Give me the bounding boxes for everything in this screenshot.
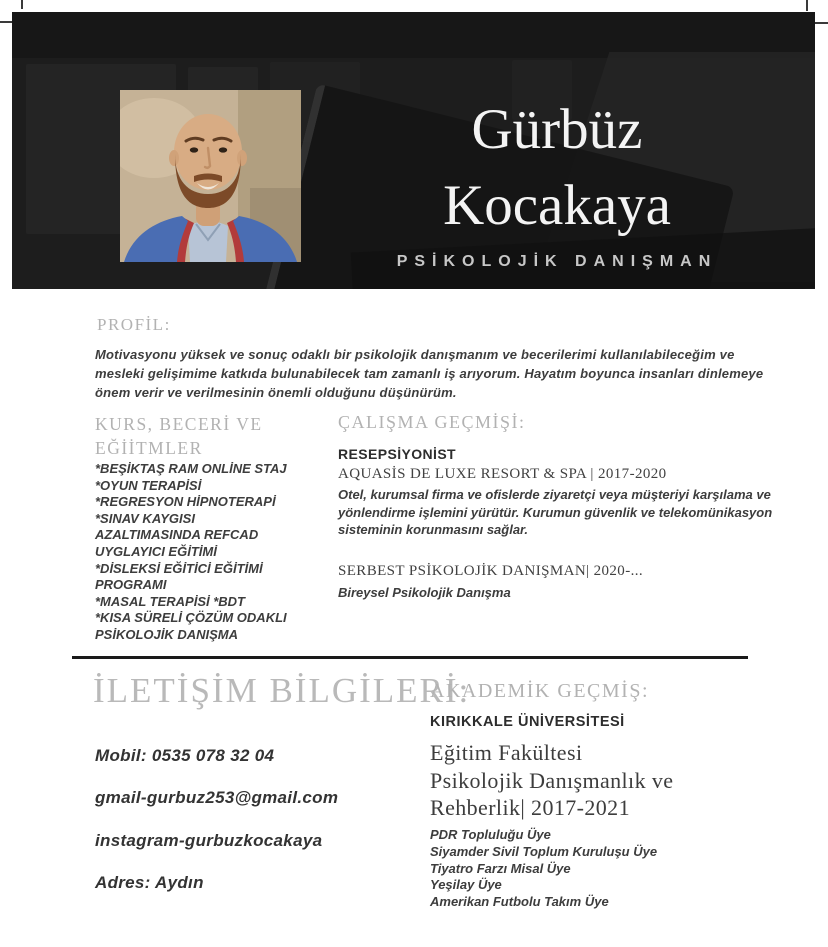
work-history-section-heading: ÇALIŞMA GEÇMİŞİ: bbox=[338, 412, 526, 432]
course-item: *KISA SÜRELİ ÇÖZÜM ODAKLI PSİKOLOJİK DANIŞMA bbox=[95, 610, 287, 642]
profile-section-heading: PROFİL: bbox=[97, 315, 171, 334]
degree-program-line: Eğitim Fakültesi bbox=[430, 740, 583, 765]
contact-email: gmail-gurbuz253@gmail.com bbox=[95, 788, 339, 807]
academic-section-heading: AKADEMİK GEÇMİŞ: bbox=[430, 680, 649, 702]
job-employer-dates: SERBEST PSİKOLOJİK DANIŞMAN| 2020-... bbox=[338, 563, 644, 579]
courses-section-heading: KURS, BECERİ VE EĞİİTMLER bbox=[95, 414, 263, 458]
crop-mark-top-right-vertical bbox=[806, 0, 808, 11]
person-name-line1: Gürbüz bbox=[471, 98, 643, 161]
course-item: *REGRESYON HİPNOTERAPİ bbox=[95, 494, 276, 510]
profile-photo bbox=[120, 90, 301, 262]
person-name-line2: Kocakaya bbox=[443, 174, 671, 237]
job-description: Otel, kurumsal firma ve ofislerde ziyaretçi veya müşteriyi karşılama ve yönlendirme işlemini yürütür. Kurumun güvenlik ve telekomünikasyon sisteminin korunmasını sağlar. bbox=[338, 487, 773, 537]
course-item: *DİSLEKSİ EĞİTİCİ EĞİTİMİ PROGRAMI bbox=[95, 560, 263, 593]
portrait-illustration bbox=[120, 90, 301, 262]
profile-summary-text: Motivasyonu yüksek ve sonuç odaklı bir psikolojik danışmanım ve becerilerimi kullanılabileceğim ve mesleki gelişimime katkıda bulunabilecek tam zamanlı iş arıyorum. Hayatım boyunca insanları dinlemeye önem verir ve verilmesinin önemli olduğunu düşünürüm. bbox=[95, 347, 764, 400]
name-block bbox=[352, 92, 762, 271]
university-name: KIRIKKALE ÜNİVERSİTESİ bbox=[430, 714, 625, 730]
section-divider-line bbox=[72, 656, 748, 659]
degree-program-line: Rehberlik| 2017-2021 bbox=[430, 795, 630, 820]
degree-program-line: Psikolojik Danışmanlık ve bbox=[430, 767, 674, 793]
contact-mobile: Mobil: 0535 078 32 04 bbox=[95, 746, 275, 765]
contact-section-heading: İLETİŞİM BİLGİLERİ: bbox=[93, 671, 471, 710]
job-description: Bireysel Psikolojik Danışma bbox=[338, 585, 511, 600]
membership-item: Tiyatro Farzı Misal Üye bbox=[430, 860, 571, 876]
job-employer-dates: AQUASİS DE LUXE RESORT & SPA | 2017-2020 bbox=[338, 466, 667, 482]
membership-item: Amerikan Futbolu Takım Üye bbox=[430, 894, 609, 910]
course-item: *SINAV KAYGISI AZALTIMASINDA REFCAD UYGLAYICI EĞİTİMİ bbox=[95, 510, 259, 559]
course-item: *MASAL TERAPİSİ *BDT bbox=[95, 593, 245, 609]
memberships-list bbox=[430, 827, 657, 911]
header-banner bbox=[12, 12, 815, 289]
contact-address: Adres: Aydın bbox=[95, 873, 204, 892]
crop-mark-top-right-horizontal bbox=[815, 22, 828, 24]
job-title: RESEPSİYONİST bbox=[338, 446, 457, 462]
degree-program bbox=[430, 739, 673, 822]
person-job-title: PSİKOLOJİK DANIŞMAN bbox=[396, 253, 718, 270]
course-item: *BEŞİKTAŞ RAM ONLİNE STAJ bbox=[95, 461, 287, 476]
membership-item: Siyamder Sivil Toplum Kuruluşu Üye bbox=[430, 843, 658, 859]
membership-item: PDR Topluluğu Üye bbox=[430, 827, 551, 842]
contact-instagram: instagram-gurbuzkocakaya bbox=[95, 831, 323, 850]
courses-list bbox=[95, 461, 295, 644]
membership-item: Yeşilay Üye bbox=[430, 877, 502, 893]
crop-mark-top-left-vertical bbox=[21, 0, 23, 9]
course-item: *OYUN TERAPİSİ bbox=[95, 477, 202, 493]
